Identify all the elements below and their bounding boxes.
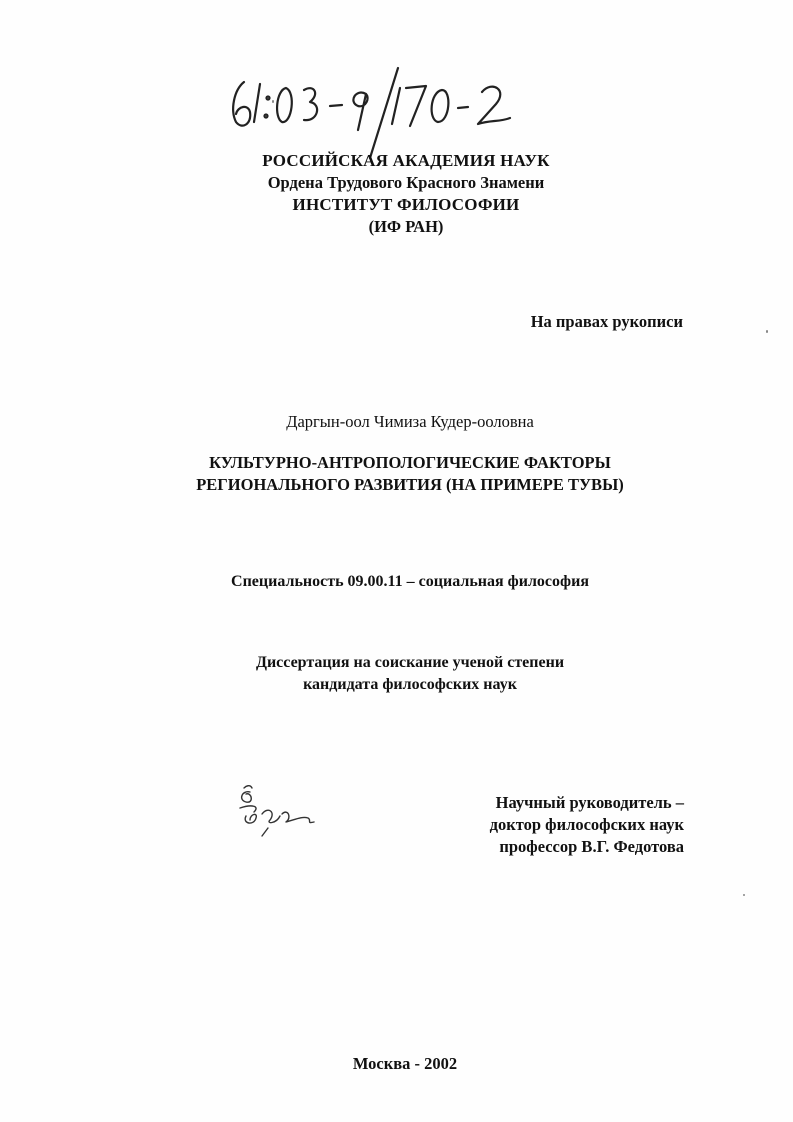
supervisor-line-2: доктор философских наук (489, 815, 684, 834)
supervisor-block (440, 792, 684, 858)
academy-name: РОССИЙСКАЯ АКАДЕМИЯ НАУК (262, 151, 550, 170)
supervisor-line-3: профессор В.Г. Федотова (499, 837, 684, 856)
organization-header (200, 150, 612, 238)
city-year: Москва - 2002 (352, 1054, 458, 1073)
title-line-1: КУЛЬТУРНО-АНТРОПОЛОГИЧЕСКИЕ ФАКТОРЫ (209, 453, 611, 472)
scan-speck (743, 894, 745, 896)
title-line-2: РЕГИОНАЛЬНОГО РАЗВИТИЯ (НА ПРИМЕРЕ ТУВЫ) (196, 475, 624, 494)
specialty: Специальность 09.00.11 – социальная философия (231, 573, 589, 590)
institute-name: ИНСТИТУТ ФИЛОСОФИИ (292, 195, 520, 214)
dissertation-title (150, 452, 670, 496)
rights-note: На правах рукописи (530, 312, 683, 331)
institute-abbrev: (ИФ РАН) (368, 217, 444, 236)
scan-speck (272, 100, 274, 103)
degree-line-1: Диссертация на соискание ученой степени (255, 654, 565, 671)
supervisor-line-1: Научный руководитель – (495, 793, 684, 812)
degree-statement (200, 652, 620, 696)
scan-speck (766, 330, 768, 333)
handwritten-signature (232, 778, 332, 838)
author-name: Даргын-оол Чимиза Кудер-ооловна (286, 412, 534, 431)
degree-line-2: кандидата философских наук (303, 676, 517, 693)
order-name: Ордена Трудового Красного Знамени (267, 173, 545, 192)
